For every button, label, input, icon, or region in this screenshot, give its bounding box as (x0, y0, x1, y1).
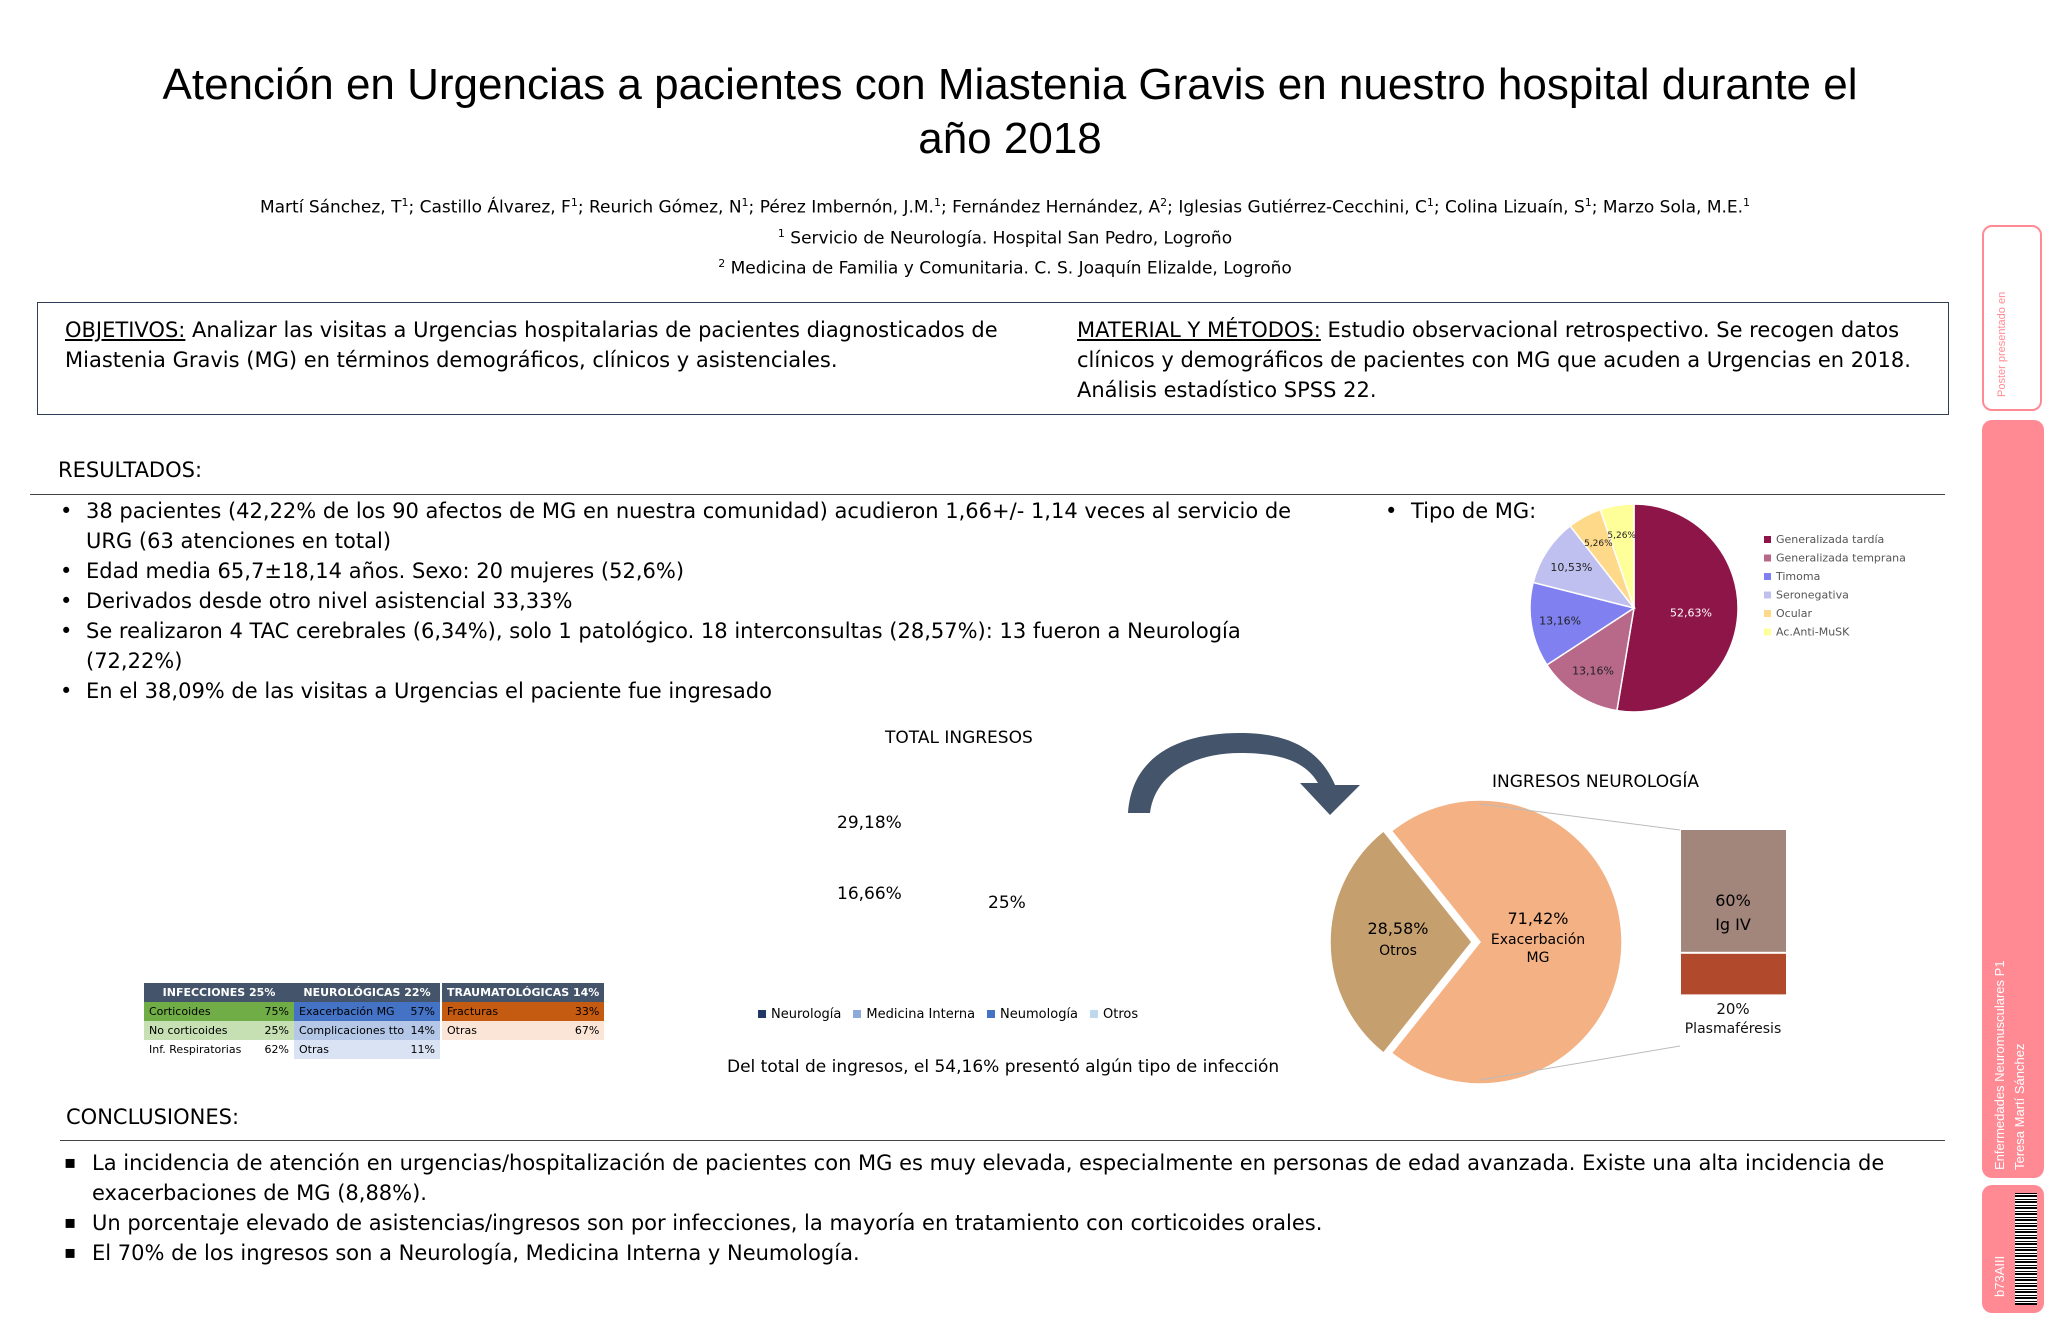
data-label: 52,63% (1670, 606, 1712, 620)
table-cell (441, 1040, 604, 1059)
author-block (150, 190, 1860, 282)
data-label: 25% (988, 893, 1026, 913)
mg-type-pie-chart (1520, 498, 1920, 718)
table-header-row (144, 983, 604, 1002)
author: Martí Sánchez, T (259, 197, 402, 218)
results-list (58, 496, 1298, 706)
total-ingresos-title: TOTAL INGRESOS (885, 728, 1033, 748)
data-label: Exacerbación (1490, 932, 1586, 948)
methods-text: MATERIAL Y MÉTODOS: Estudio observacional retrospectivo. Se recogen datos clínicos y demográficos de pacientes con MG que acuden a Urgencias en 2018. Análisis estadístico SPSS 22. (1077, 318, 1911, 402)
neuro-admissions-title: INGRESOS NEUROLOGÍA (1492, 772, 1699, 792)
author: Iglesias Gutiérrez-Cecchini, C (1178, 197, 1427, 218)
table-row (144, 1002, 604, 1021)
total-ingresos-legend (758, 1007, 1138, 1022)
list-item: ▪ La incidencia de atención en urgencias/hospitalización de pacientes con MG es muy elevada, especialmente en personas de edad avanzada. Existe una alta incidencia de exacerbaciones de MG (8,88%). (64, 1148, 1954, 1208)
data-label: 28,58% (1367, 919, 1429, 938)
conclusions-divider (60, 1140, 1945, 1141)
list-item: • En el 38,09% de las visitas a Urgencias el paciente fue ingresado (58, 676, 1298, 706)
affiliation-1: $^1$ Servicio de Neurología. Hospital San Pedro, Logroño (777, 226, 1233, 249)
table-cell: Fracturas 33% (441, 1002, 604, 1021)
author: Pérez Imbernón, J.M. (759, 197, 934, 218)
treatment-bar (1681, 830, 1786, 994)
column-header: NEUROLÓGICAS 22% (294, 983, 441, 1002)
data-label: Plasmaféresis (1684, 1021, 1782, 1037)
legend-item: Neumología (987, 1007, 1078, 1022)
data-label: 10,53% (1550, 561, 1593, 575)
table-row (144, 1040, 604, 1059)
data-label: 71,42% (1507, 909, 1569, 928)
data-label: 16,66% (837, 884, 902, 904)
table-cell: Complicaciones tto 14% (294, 1021, 441, 1040)
legend-swatch (853, 1010, 861, 1018)
title-line-1: Atención en Urgencias a pacientes con Miastenia Gravis en nuestro hospital durante el (162, 60, 1858, 109)
poster-note-panel (1982, 225, 2042, 411)
mg-type-label: • Tipo de MG: (1383, 496, 1583, 526)
poster-note: Poster presentado en (1996, 291, 2008, 397)
admissions-breakdown-table (144, 983, 604, 1059)
list-item: ▪ El 70% de los ingresos son a Neurología, Medicina Interna y Neumología. (64, 1238, 1954, 1268)
legend-label: Generalizada temprana (1776, 551, 1906, 565)
table-cell: Otras 11% (294, 1040, 441, 1059)
results-divider (30, 494, 1945, 495)
column-header: TRAUMATOLÓGICAS 14% (441, 983, 604, 1002)
affiliation-2: $^2$ Medicina de Familia y Comunitaria. C. S. Joaquín Elizalde, Logroño (718, 257, 1292, 279)
legend-swatch (1764, 536, 1771, 543)
objectives-text: OBJETIVOS: Analizar las visitas a Urgencias hospitalarias de pacientes diagnosticados de Miastenia Gravis (MG) en términos demográficos, clínicos y asistenciales. (65, 318, 998, 372)
table-cell: Corticoides 75% (144, 1002, 294, 1021)
neuro-admissions-chart (1320, 790, 1800, 1090)
data-label: 29,18% (837, 813, 902, 833)
poster-code: b73AIII (1992, 1255, 2007, 1297)
legend-swatch (987, 1010, 995, 1018)
data-label: 5,26% (1584, 539, 1613, 550)
data-label: 5,26% (1607, 531, 1636, 542)
table-row (144, 1021, 604, 1040)
list-item: ▪ Un porcentaje elevado de asistencias/ingresos son por infecciones, la mayoría en tratamiento con corticoides orales. (64, 1208, 1954, 1238)
legend-swatch (1090, 1010, 1098, 1018)
author: Reurich Gómez, N (588, 197, 742, 218)
legend-label: Ac.Anti-MuSK (1776, 625, 1850, 639)
list-item: • Se realizaron 4 TAC cerebrales (6,34%), solo 1 patológico. 18 interconsultas (28,57%): 13 fueron a Neurología (72,22%) (58, 616, 1298, 676)
objectives-label: OBJETIVOS: (65, 318, 186, 342)
title-line-2: año 2018 (918, 114, 1102, 163)
legend-swatch (1764, 592, 1771, 599)
list-item: • Edad media 65,7±18,14 años. Sexo: 20 mujeres (52,6%) (58, 556, 1298, 586)
category-panel (1982, 420, 2044, 1178)
legend-swatch (1764, 629, 1771, 636)
legend-label: Generalizada tardía (1776, 533, 1885, 546)
legend-item: Neurología (758, 1007, 841, 1022)
author: Marzo Sola, M.E. (1602, 197, 1744, 218)
legend-label: Timoma (1776, 570, 1821, 583)
legend-item: Otros (1090, 1007, 1138, 1022)
category-label: Enfermedades Neuromusculares P1 (1992, 960, 2007, 1170)
column-header: INFECCIONES 25% (144, 983, 294, 1002)
legend-item: Medicina Interna (853, 1007, 975, 1022)
author: Colina Lizuaín, S (1445, 197, 1585, 218)
methods-label: MATERIAL Y MÉTODOS: (1077, 318, 1321, 342)
legend-label: Seronegativa (1776, 588, 1849, 602)
conclusions-heading: CONCLUSIONES: (66, 1105, 240, 1129)
legend-swatch (1764, 610, 1771, 617)
table-cell: Otras 67% (441, 1021, 604, 1040)
data-label: 13,16% (1539, 614, 1582, 628)
data-label: 20% (1716, 1000, 1750, 1018)
table-cell: Exacerbación MG 57% (294, 1002, 441, 1021)
data-label: 60% (1715, 891, 1751, 910)
data-label: Otros (1379, 943, 1417, 959)
legend-swatch (1764, 555, 1771, 562)
barcode-icon (2015, 1193, 2037, 1305)
data-label: 13,16% (1572, 664, 1615, 678)
conclusions-list (64, 1148, 1954, 1268)
legend-swatch (1764, 573, 1771, 580)
code-panel (1982, 1185, 2044, 1313)
poster-title (80, 58, 1940, 166)
author: Fernández Hernández, A (952, 197, 1161, 218)
list-item: • Derivados desde otro nivel asistencial 33,33% (58, 586, 1298, 616)
author-list: Martí Sánchez, $T^1$; Castillo Álvarez, $F^1$; Reurich Gómez, $N^1$; Pérez Imbernón, J.M.$^1$; Fernández Hernández, $A^2$; Iglesias Gutiérrez-Cecchini, $C^1$; Colina Lizuaín, $S^1$; Marzo Sola, M.E.$^1$ (259, 196, 1751, 218)
results-heading: RESULTADOS: (58, 458, 203, 482)
legend-label: Ocular (1776, 607, 1812, 620)
objectives-methods-box (37, 302, 1949, 415)
table-cell: No corticoides 25% (144, 1021, 294, 1040)
list-item: • 38 pacientes (42,22% de los 90 afectos de MG en nuestra comunidad) acudieron 1,66+/- 1,14 veces al servicio de URG (63 atenciones en total) (58, 496, 1298, 556)
chart-legend (1764, 533, 1906, 639)
legend-swatch (758, 1010, 766, 1018)
bar (1681, 954, 1786, 995)
data-label: Ig IV (1715, 915, 1751, 934)
data-label: MG (1526, 950, 1550, 966)
author-label: Teresa Martí Sánchez (2012, 1043, 2027, 1170)
table-cell: Inf. Respiratorias 62% (144, 1040, 294, 1059)
infection-note: Del total de ingresos, el 54,16% presentó algún tipo de infección (727, 1057, 1280, 1077)
author: Castillo Álvarez, F (419, 197, 571, 218)
